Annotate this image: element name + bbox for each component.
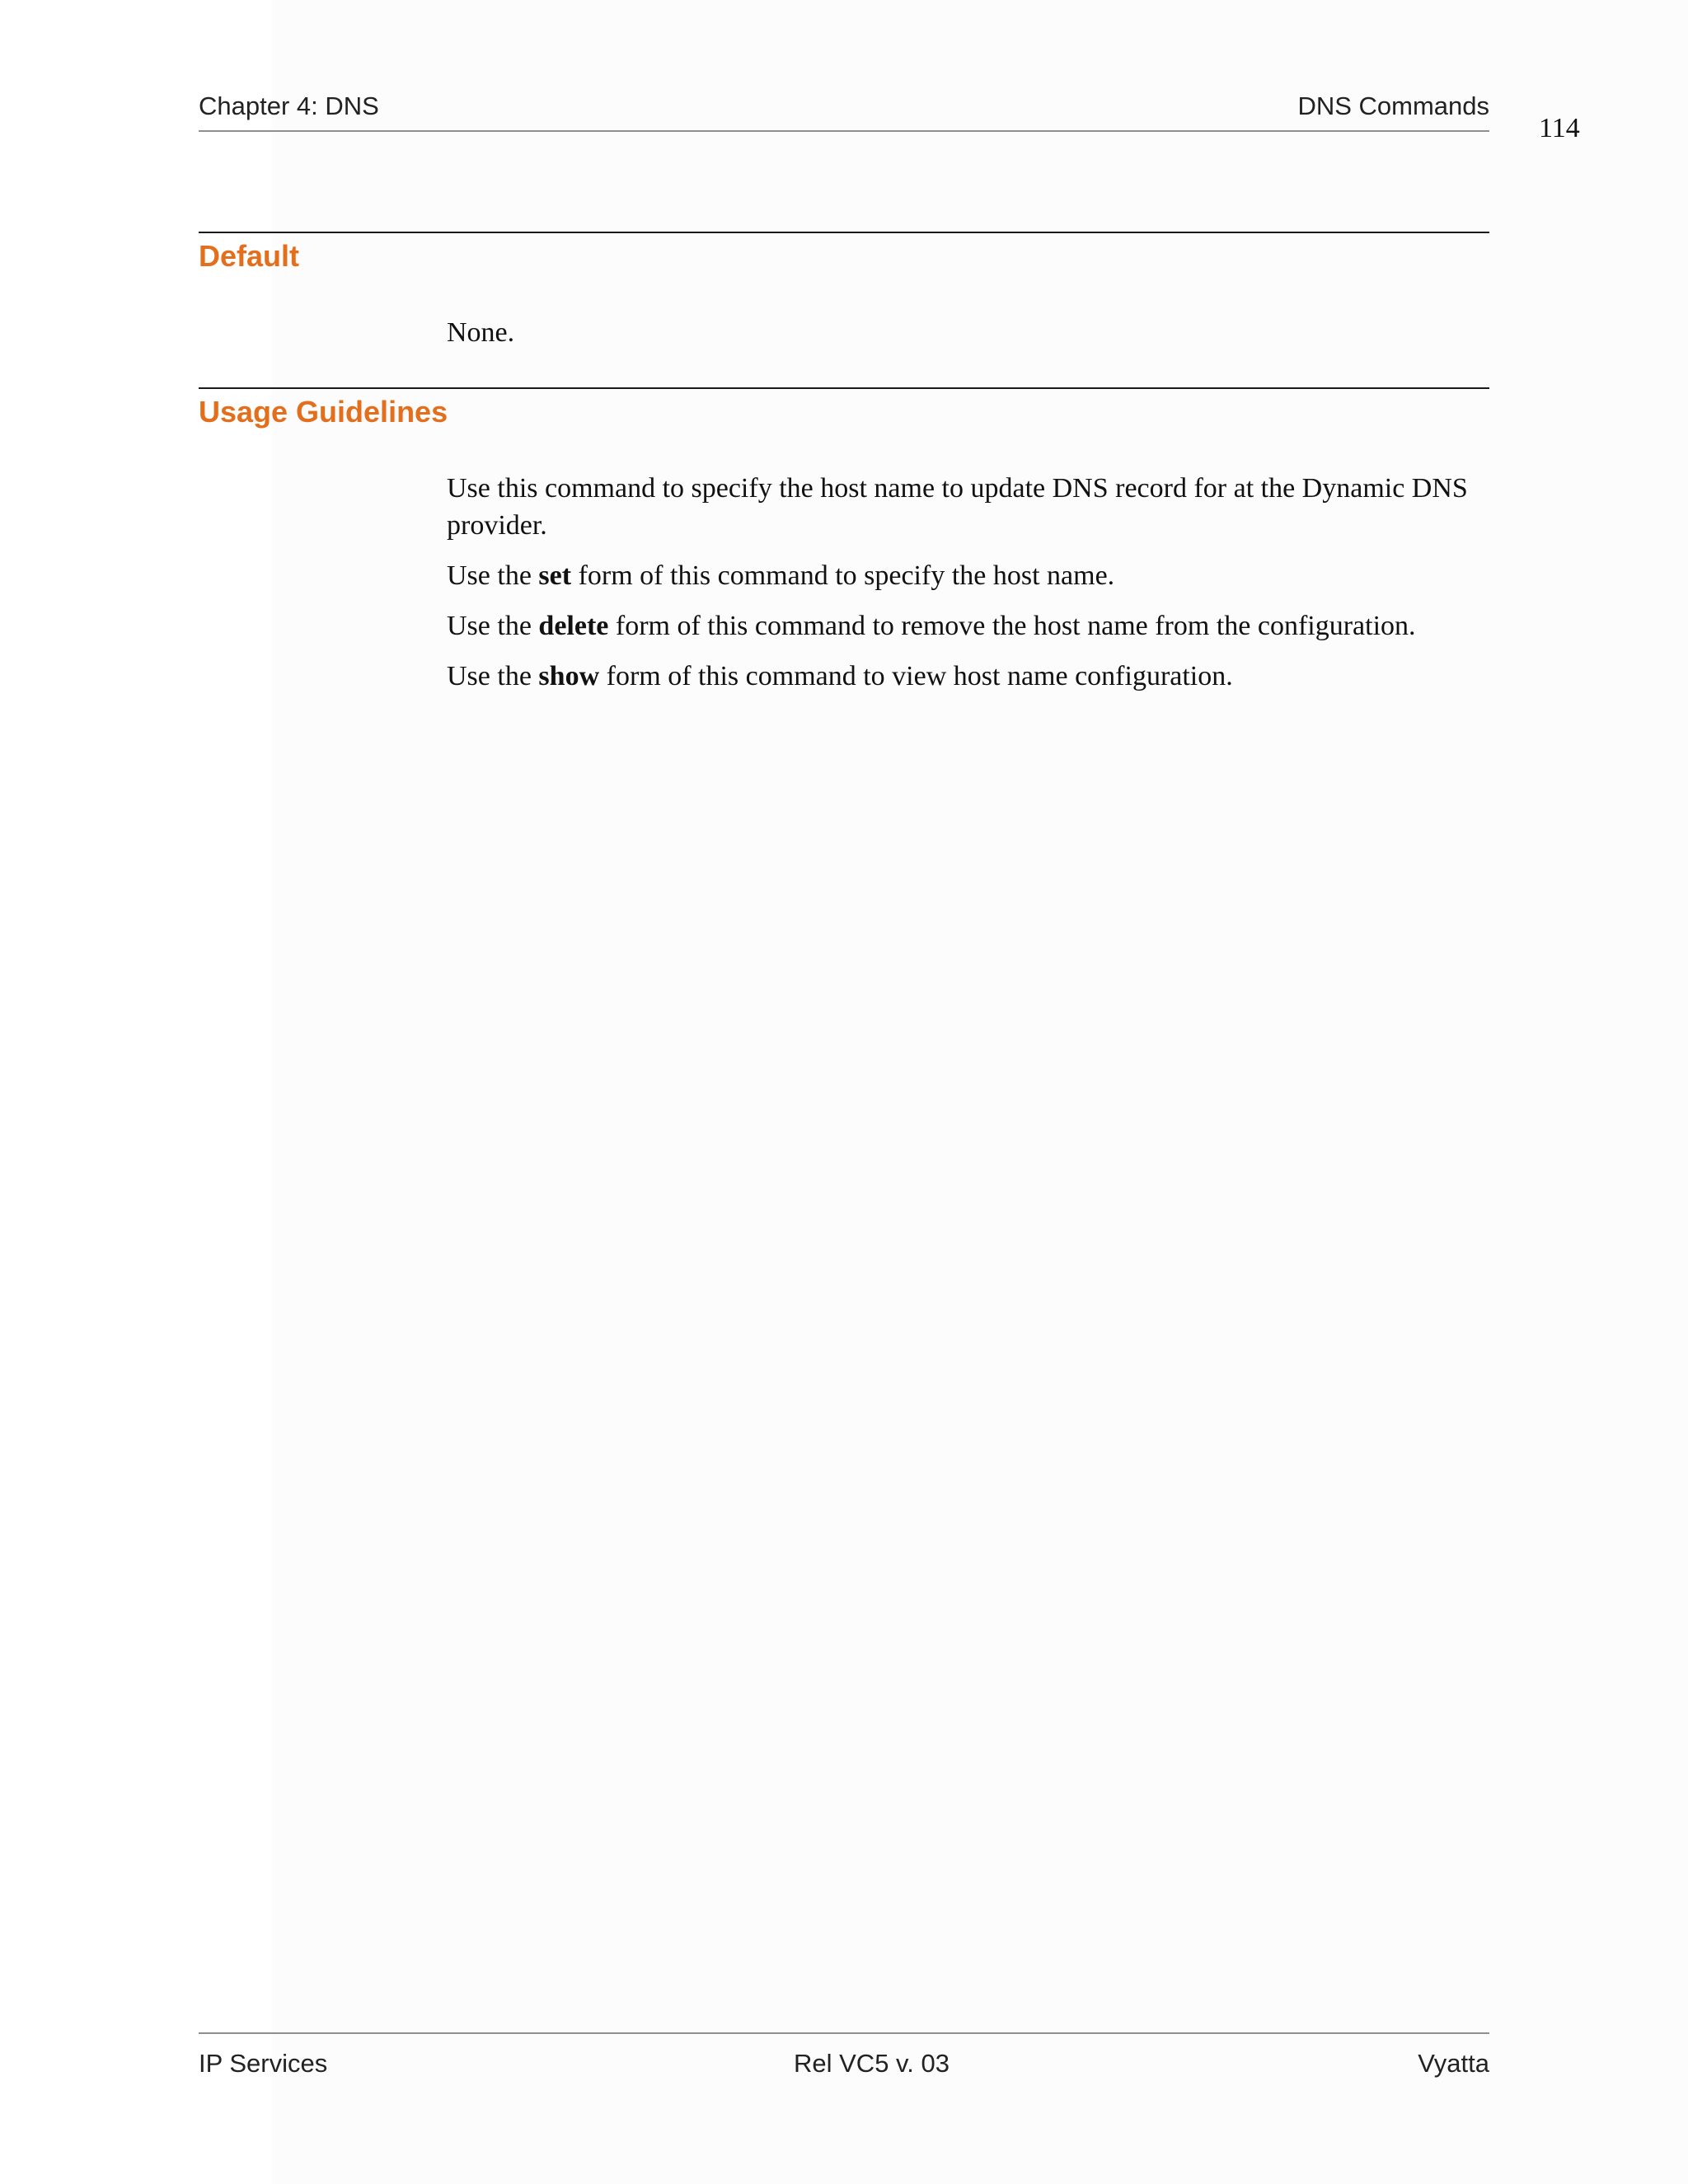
keyword-set: set xyxy=(538,560,572,591)
chapter-title: Chapter 4: DNS xyxy=(199,91,379,120)
text-fragment: form of this command to specify the host name. xyxy=(571,560,1115,591)
page-number: 114 xyxy=(1539,113,1580,143)
text-fragment: form of this command to view host name configuration. xyxy=(599,661,1233,691)
usage-paragraph-2 xyxy=(447,557,1493,594)
section-divider xyxy=(199,387,1489,389)
default-heading: Default xyxy=(199,239,300,273)
footer-brand: Vyatta xyxy=(1418,2049,1489,2078)
usage-paragraph-1: Use this command to specify the host name to update DNS record for at the Dynamic DNS provider. xyxy=(447,473,1468,541)
footer-document-title: IP Services xyxy=(199,2049,328,2078)
keyword-show: show xyxy=(538,661,600,691)
usage-body xyxy=(447,470,1493,695)
keyword-delete: delete xyxy=(538,611,609,641)
page-header xyxy=(199,89,1489,132)
page-footer xyxy=(199,2032,1489,2083)
text-fragment: Use the xyxy=(447,560,539,591)
text-fragment: Use the xyxy=(447,661,539,691)
usage-heading: Usage Guidelines xyxy=(199,395,448,429)
footer-release: Rel VC5 v. 03 xyxy=(794,2049,950,2078)
text-fragment: Use the xyxy=(447,611,539,641)
usage-paragraph-3 xyxy=(447,607,1493,644)
text-fragment: form of this command to remove the host name from the configuration. xyxy=(608,611,1416,641)
default-text: None. xyxy=(447,317,515,348)
section-divider xyxy=(199,232,1489,233)
default-body xyxy=(447,314,1493,351)
section-title: DNS Commands xyxy=(1297,91,1489,120)
usage-paragraph-4 xyxy=(447,658,1493,695)
